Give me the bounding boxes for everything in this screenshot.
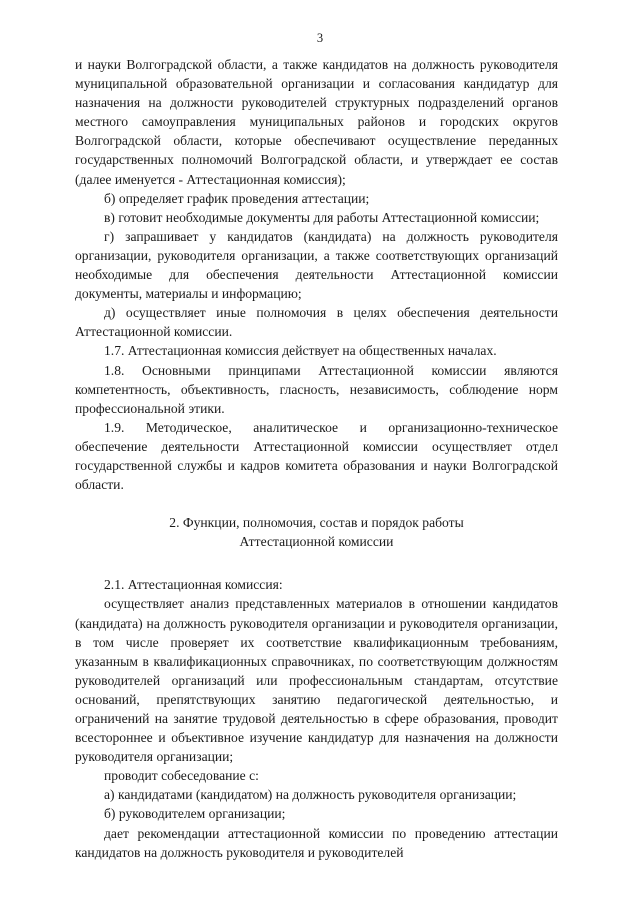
paragraph: а) кандидатами (кандидатом) на должность руководителя организации; [104,787,517,803]
paragraph: и науки Волгоградской области, а также кандидатов на должность руководителя муниципальной образовательной организации и согласования кандидатур для назначения на должности руководителей структурных подразделений органов местного самоуправления муниципальных районов и городских округов Волгоградской области, которые обеспечивают осуществление переданных государственных полномочий Волгоградской области, и утверждает ее состав (далее именуется - Аттестационная комиссия); [75,57,558,187]
page-number: 3 [316,31,324,45]
paragraph: б) определяет график проведения аттестации; [104,190,370,206]
paragraph: проводит собеседование с: [104,768,259,784]
paragraph: г) запрашивает у кандидатов (кандидата) на должность руководителя организации, руководителя организации, а также соответствующих организаций необходимые для обеспечения деятельности Аттестационной комиссии документы, материалы и информацию; [75,228,558,302]
paragraph: д) осуществляет иные полномочия в целях обеспечения деятельности Аттестационной комиссии. [75,305,558,340]
paragraph: 2.1. Аттестационная комиссия: [104,577,283,593]
paragraph: б) руководителем организации; [104,806,286,822]
section-heading [75,513,558,551]
paragraph: 1.7. Аттестационная комиссия действует на общественных началах. [104,343,497,359]
paragraph: 1.8. Основными принципами Аттестационной комиссии являются компетентность, объективность, гласность, независимость, соблюдение норм профессиональной этики. [75,362,558,416]
paragraph: 1.9. Методическое, аналитическое и организационно-техническое обеспечение деятельности Аттестационной комиссии осуществляет отдел государственной службы и кадров комитета образования и науки Волгоградской области. [75,419,558,493]
section-heading-line: Аттестационной комиссии [239,534,394,550]
paragraphs-before-heading [75,55,558,494]
paragraphs-after-heading [75,575,558,861]
section-heading-line: 2. Функции, полномочия, состав и порядок работы [169,515,464,531]
document-body [75,55,558,862]
paragraph: осуществляет анализ представленных материалов в отношении кандидатов (кандидата) на должность руководителя организации и руководителя организации, в том числе проверяет их соответствие квалификационным требованиям, указанным в квалификационных справочниках, по соответствующим должностям руководителей организаций или профессиональным стандартам, отсутствие оснований, препятствующих занятию педагогической деятельностью, и ограничений на занятие трудовой деятельностью в сфере образования, проводит всестороннее и объективное изучение кандидатур для назначения на должности руководителя организации; [75,596,558,765]
paragraph: дает рекомендации аттестационной комиссии по проведению аттестации кандидатов на должность руководителя и руководителей [75,825,558,860]
paragraph: в) готовит необходимые документы для работы Аттестационной комиссии; [104,209,540,225]
